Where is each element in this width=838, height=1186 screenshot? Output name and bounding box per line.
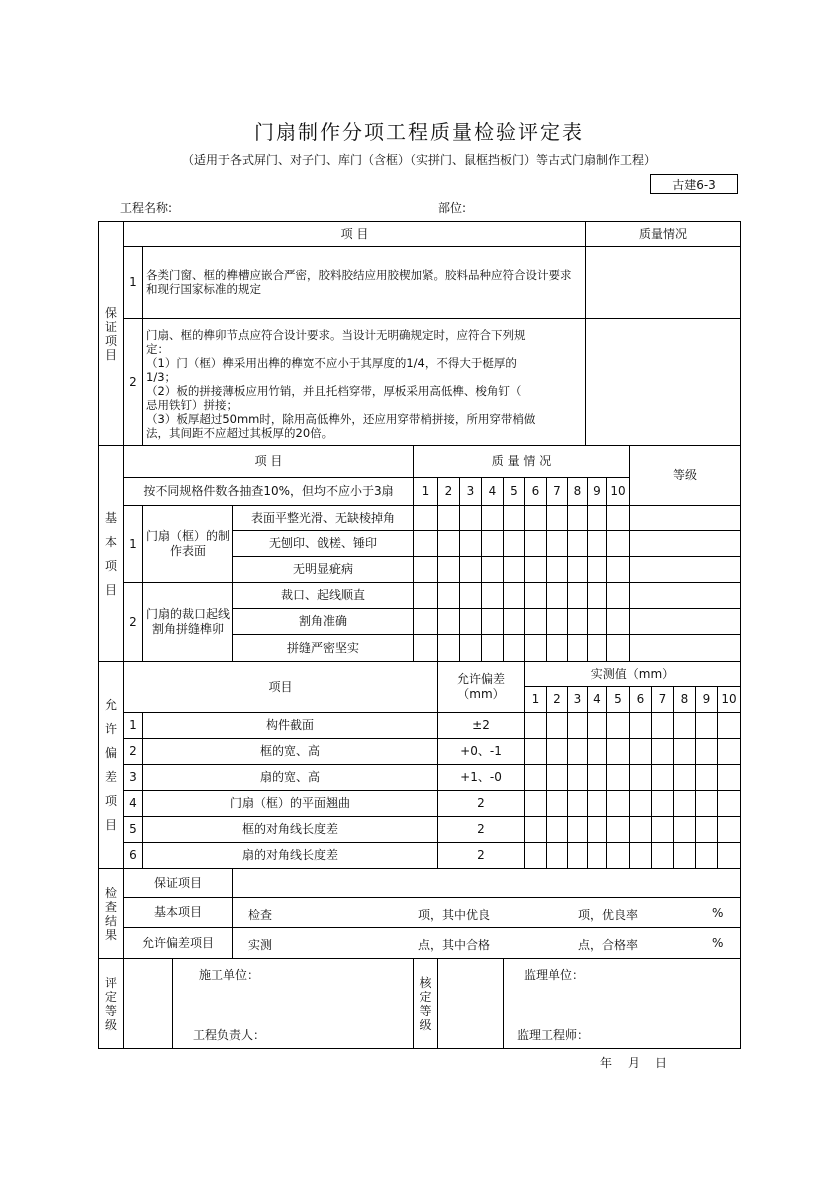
basic-col-number: 10 (610, 484, 626, 498)
guarantee-quality-header: 质量情况 (638, 226, 687, 241)
basic-item: 表面平整光滑、无缺棱掉角 (250, 510, 395, 525)
deviation-row-no: 3 (129, 770, 137, 784)
deviation-col-number: 6 (636, 692, 645, 706)
guarantee-item-header: 项 目 (340, 226, 369, 241)
deviation-col-number: 5 (614, 692, 622, 706)
basic-group-name: 门扇的裁口起线割角拼缝榫卯 (146, 607, 231, 636)
basic-col-number: 5 (510, 484, 518, 498)
deviation-measured-header: 实测值（mm） (590, 666, 675, 681)
result-deviation-mid: 点，其中合格 (418, 938, 491, 952)
deviation-row-allow: +1、-0 (460, 770, 502, 784)
basic-side-label: 基 本 项 目 (104, 510, 117, 597)
guarantee-side-label: 保 证 项 目 (104, 305, 117, 362)
result-deviation-check: 实测 (248, 938, 273, 952)
rating-manager-label: 工程负责人： (193, 1028, 266, 1042)
basic-sampling-note: 按不同规格件数各抽查10%，但均不应小于3扇 (143, 484, 394, 498)
deviation-row-item: 扇的对角线长度差 (241, 848, 338, 862)
basic-item: 无明显疵病 (292, 562, 353, 576)
basic-col-number: 2 (444, 484, 453, 498)
basic-item: 割角准确 (298, 614, 347, 628)
form-code: 古建6-3 (650, 174, 738, 194)
result-basic-rate: 项，优良率 (578, 908, 639, 922)
guarantee-row-text: 门扇、框的榫卯节点应符合设计要求。当设计无明确规定时，应符合下列规 定： （1）门（框）榫采用出榫的榫宽不应小于其厚度的1/4，不得大于梃厚的 1/3； （2）板的拼接薄板应用竹销，并且托档穿带，厚板采用高低榫、梭角钉（ 忌用铁钉）拼接； （3）板厚超过50mm时，除用高低榫外，还应用穿带梢拼接，所用穿带梢做 法，其间距不应超过其板厚的20倍。 (146, 328, 536, 440)
result-side-label: 检 查 结 果 (104, 885, 117, 942)
guarantee-row-text: 各类门窗、框的榫槽应嵌合严密，胶料胶结应用胶楔加紧。胶料品种应符合设计要求和现行国家标准的规定 (146, 268, 572, 296)
deviation-row-no: 2 (129, 744, 137, 758)
result-guarantee-label: 保证项目 (153, 875, 202, 890)
deviation-row-item: 扇的宽、高 (259, 770, 320, 784)
footer-day: 日 (655, 1056, 668, 1070)
deviation-row-item: 门扇（框）的平面翘曲 (229, 796, 350, 810)
deviation-col-number: 8 (680, 692, 689, 706)
deviation-col-number: 3 (573, 692, 582, 706)
deviation-row-allow: +0、-1 (460, 744, 502, 758)
deviation-row-allow: 2 (477, 796, 485, 810)
deviation-row-item: 构件截面 (265, 718, 314, 732)
deviation-col-number: 2 (553, 692, 561, 706)
basic-group-no: 2 (129, 614, 137, 629)
result-basic-check: 检查 (248, 908, 273, 922)
deviation-side-label: 允 许 偏 差 项 目 (104, 698, 117, 832)
deviation-row-allow: 2 (477, 822, 485, 836)
guarantee-row-no: 2 (129, 374, 137, 389)
basic-item: 裁口、起线顺直 (280, 588, 365, 602)
basic-col-number: 3 (466, 484, 475, 498)
deviation-row-item: 框的对角线长度差 (241, 822, 338, 836)
deviation-row-no: 4 (129, 796, 137, 810)
deviation-item-header: 项目 (268, 679, 293, 694)
result-basic-label: 基本项目 (153, 905, 202, 919)
deviation-col-number: 1 (531, 692, 540, 706)
basic-group-name: 门扇（框）的制作表面 (146, 529, 231, 558)
deviation-row-no: 5 (129, 822, 137, 836)
basic-col-number: 9 (593, 484, 601, 498)
basic-col-number: 8 (573, 484, 582, 498)
deviation-col-number: 10 (721, 692, 737, 706)
result-deviation-percent: % (712, 936, 724, 950)
deviation-row-item: 框的宽、高 (259, 744, 320, 758)
footer-month: 月 (628, 1056, 641, 1070)
deviation-row-allow: 2 (477, 848, 485, 862)
basic-grade-header: 等级 (672, 468, 697, 482)
guarantee-row-no: 1 (129, 275, 137, 289)
result-deviation-label: 允许偏差项目 (141, 935, 214, 950)
result-basic-mid: 项，其中优良 (418, 908, 491, 922)
deviation-row-allow: ±2 (472, 718, 490, 732)
rating-builder-label: 施工单位： (199, 968, 260, 982)
rating-side-label: 评 定 等 级 (104, 975, 117, 1032)
location-label: 部位: (438, 201, 467, 215)
basic-col-number: 6 (531, 484, 540, 498)
deviation-row-no: 6 (129, 848, 137, 862)
basic-col-number: 7 (553, 484, 561, 498)
basic-item: 无刨印、戗槎、锤印 (268, 536, 377, 550)
rating-supervisor-label: 监理单位： (524, 968, 585, 982)
project-name-label: 工程名称: (120, 201, 173, 215)
page-title: 门扇制作分项工程质量检验评定表 (254, 120, 584, 144)
deviation-col-number: 7 (658, 692, 667, 706)
result-basic-percent: % (712, 906, 724, 920)
rating-verify-label: 核 定 等 级 (419, 975, 432, 1032)
result-deviation-rate: 点，合格率 (578, 938, 639, 952)
basic-col-number: 4 (488, 484, 497, 498)
basic-item: 拼缝严密坚实 (286, 640, 359, 655)
rating-engineer-label: 监理工程师： (517, 1028, 590, 1042)
basic-col-number: 1 (421, 484, 430, 498)
deviation-col-number: 4 (593, 692, 601, 706)
page-subtitle: （适用于各式屏门、对子门、库门（含框）（实拼门、鼠框挡板门）等古式门扇制作工程） (181, 153, 656, 167)
deviation-col-number: 9 (702, 692, 711, 706)
deviation-allow-header: 允许偏差（mm） (456, 672, 505, 701)
basic-quality-header: 质 量 情 况 (491, 454, 552, 468)
basic-item-header: 项 目 (254, 454, 283, 468)
deviation-row-no: 1 (129, 718, 137, 732)
basic-group-no: 1 (129, 536, 137, 551)
footer-year: 年 (600, 1056, 613, 1070)
